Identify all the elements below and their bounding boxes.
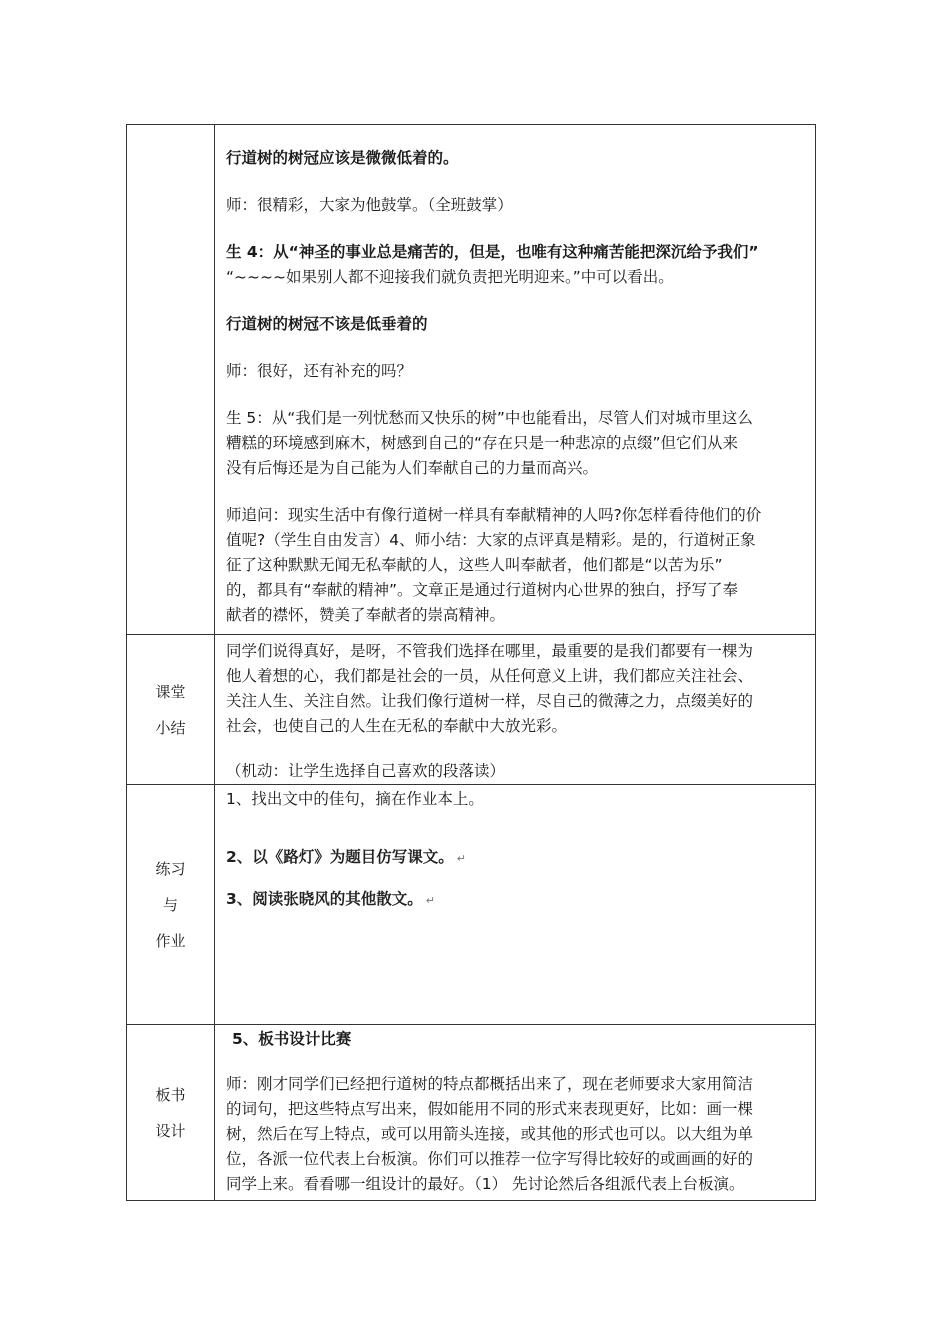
paragraph: 他人着想的心，我们都是社会的一员，从任何意义上讲，我们都应关注社会、 [226, 667, 754, 685]
homework-content-cell [215, 785, 816, 1025]
board-content-cell [215, 1025, 816, 1201]
homework-row [127, 785, 816, 1025]
paragraph: 社会，也使自己的人生在无私的奉献中大放光彩。 [226, 717, 568, 735]
paragraph: 献者的襟怀，赞美了奉献者的崇高精神。 [226, 606, 506, 624]
summary-row [127, 635, 816, 785]
homework-label-line: 与 [162, 895, 178, 914]
homework-label-cell [127, 785, 215, 1025]
paragraph: 征了这种默默无闻无私奉献的人，这些人叫奉献者，他们都是“以苦为乐” [226, 556, 723, 574]
homework-item [226, 887, 807, 913]
summary-label-line: 小结 [155, 718, 186, 737]
paragraph: 的词句，把这些特点写出来，假如能用不同的形式来表现更好，比如：画一棵 [226, 1100, 754, 1118]
return-mark-icon: ↵ [456, 852, 467, 865]
summary-label-line: 课堂 [155, 682, 186, 701]
homework-item [226, 845, 807, 871]
homework-item-text: 3、阅读张晓风的其他散文。 [226, 890, 423, 908]
paragraph: 师追问：现实生活中有像行道树一样具有奉献精神的人吗?你怎样看待他们的价 [226, 506, 762, 524]
paragraph: 师：很好，还有补充的吗？ [226, 362, 413, 380]
paragraph: 关注人生、关注自然。让我们像行道树一样，尽自己的微薄之力，点缀美好的 [226, 692, 754, 710]
homework-label-line: 作业 [155, 931, 186, 950]
paragraph: “~~~~如果别人都不迎接我们就负责把光明迎来。”中可以看出。 [226, 268, 674, 286]
continuation-label-cell [127, 125, 215, 635]
homework-item: 1、找出文中的佳句，摘在作业本上。 [226, 790, 484, 808]
paragraph: 糟糕的环境感到麻木，树感到自己的“存在只是一种悲凉的点缀”但它们从来 [226, 434, 739, 452]
summary-label-cell [127, 635, 215, 785]
paragraph: 没有后悔还是为自己能为人们奉献自己的力量而高兴。 [226, 459, 599, 477]
homework-label-line: 练习 [155, 859, 186, 878]
paragraph: 位，各派一位代表上台板演。你们可以推荐一位字写得比较好的或画画的好的 [226, 1150, 754, 1168]
paragraph: 值呢?（学生自由发言）4、师小结：大家的点评真是精彩。是的，行道树正象 [226, 531, 756, 549]
paragraph: 师：很精彩，大家为他鼓掌。（全班鼓掌） [226, 196, 513, 214]
continuation-content-cell [215, 125, 816, 635]
board-row [127, 1025, 816, 1201]
paragraph: 师：刚才同学们已经把行道树的特点都概括出来了，现在老师要求大家用简洁 [226, 1075, 754, 1093]
continuation-row [127, 125, 816, 635]
paragraph: 行道树的树冠应该是微微低着的。 [226, 149, 459, 167]
board-label-cell [127, 1025, 215, 1201]
paragraph: 同学们说得真好，是呀，不管我们选择在哪里，最重要的是我们都要有一棵为 [226, 642, 754, 660]
summary-content-cell [215, 635, 816, 785]
paragraph: 行道树的树冠不该是低垂着的 [226, 315, 428, 333]
paragraph: （机动：让学生选择自己喜欢的段落读） [226, 762, 506, 780]
board-label-line: 设计 [155, 1121, 186, 1140]
paragraph: 树，然后在写上特点，或可以用箭头连接，或其他的形式也可以。以大组为单 [226, 1125, 754, 1143]
paragraph: 同学上来。看看哪一组设计的最好。（1） 先讨论然后各组派代表上台板演。 [226, 1175, 745, 1193]
board-label-line: 板书 [155, 1085, 186, 1104]
return-mark-icon: ↵ [425, 894, 436, 907]
text-line: 生 4：从“神圣的事业总是痛苦的，但是，也唯有这种痛苦能把深沉给予我们” [226, 243, 759, 261]
paragraph [226, 240, 807, 265]
section-heading: 5、板书设计比赛 [232, 1030, 352, 1048]
homework-item-text: 2、以《路灯》为题目仿写课文。 [226, 848, 454, 866]
lesson-plan-table [126, 124, 816, 1201]
paragraph: 生 5：从“我们是一列忧愁而又快乐的树”中也能看出，尽管人们对城市里这么 [226, 409, 753, 427]
paragraph: 的，都具有“奉献的精神”。文章正是通过行道树内心世界的独白，抒写了奉 [226, 581, 739, 599]
